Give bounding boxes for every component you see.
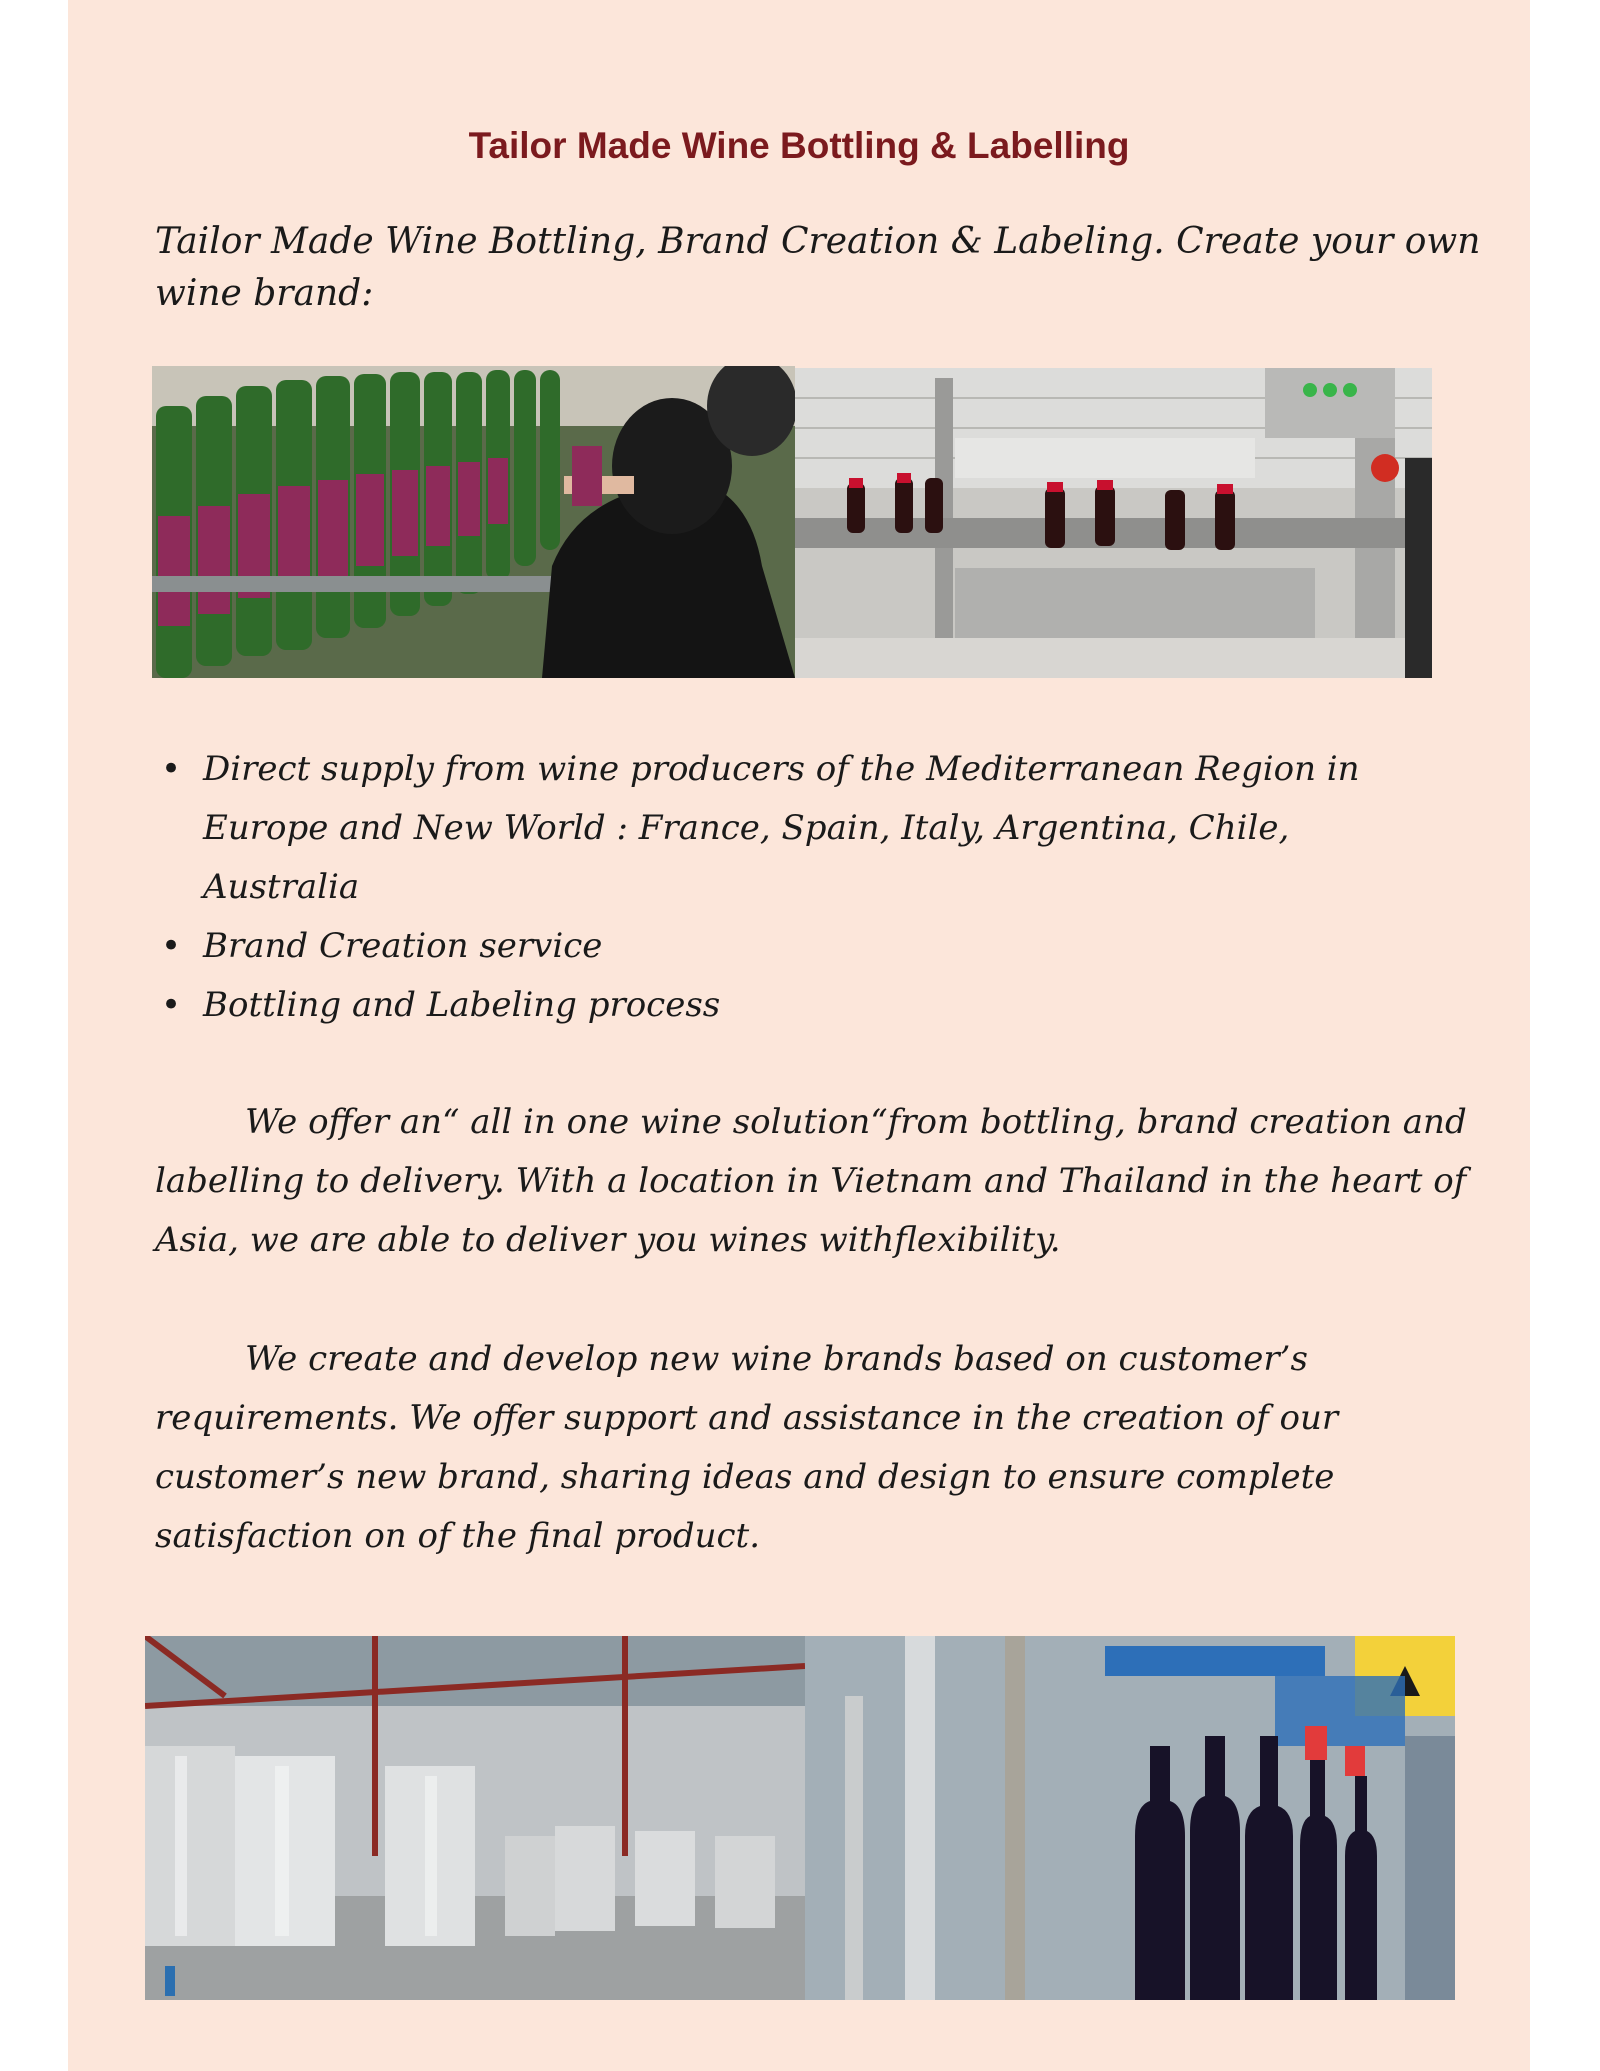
list-item [155,976,1455,1035]
list-item [155,917,1455,976]
bottling-machine-photo [795,368,1432,678]
list-item [155,740,1455,917]
bullet-icon: • [161,749,182,789]
list-item-text: Bottling and Labeling process [203,985,721,1025]
list-item-text: Brand Creation service [203,926,603,966]
intro-text: Tailor Made Wine Bottling, Brand Creation & Labeling. Create your own wine brand: [155,221,1481,314]
woman-labelling-bottles-image [152,366,795,678]
red-wine-bottling-line-image [805,1636,1455,2000]
paragraph-brands: We create and develop new wine brands based on customer’s requirements. We offer support and assistance in the creation of our customer’s new brand, sharing ideas and design to ensure complete satisfaction on of the final product. [155,1339,1339,1556]
bullet-icon: • [161,985,182,1025]
bullet-icon: • [161,926,182,966]
feature-list [155,740,1455,1035]
labelling-photo [152,366,795,678]
bottling-line-photo [805,1636,1455,2000]
document-page [68,0,1530,2071]
list-item-text: Direct supply from wine producers of the Mediterranean Region in Europe and New World : France, Spain, Italy, Argentina, Chile, Australia [203,749,1360,907]
page-title: Tailor Made Wine Bottling & Labelling [468,125,1130,166]
steel-tanks-warehouse-image [145,1636,805,2000]
paragraph-offer: We offer an“ all in one wine solution“from bottling, brand creation and labelling to delivery. With a location in Vietnam and Thailand in the heart of Asia, we are able to deliver you wines withflexibility. [155,1102,1467,1260]
steel-tanks-photo [145,1636,805,2000]
bottling-machine-image [795,368,1432,678]
